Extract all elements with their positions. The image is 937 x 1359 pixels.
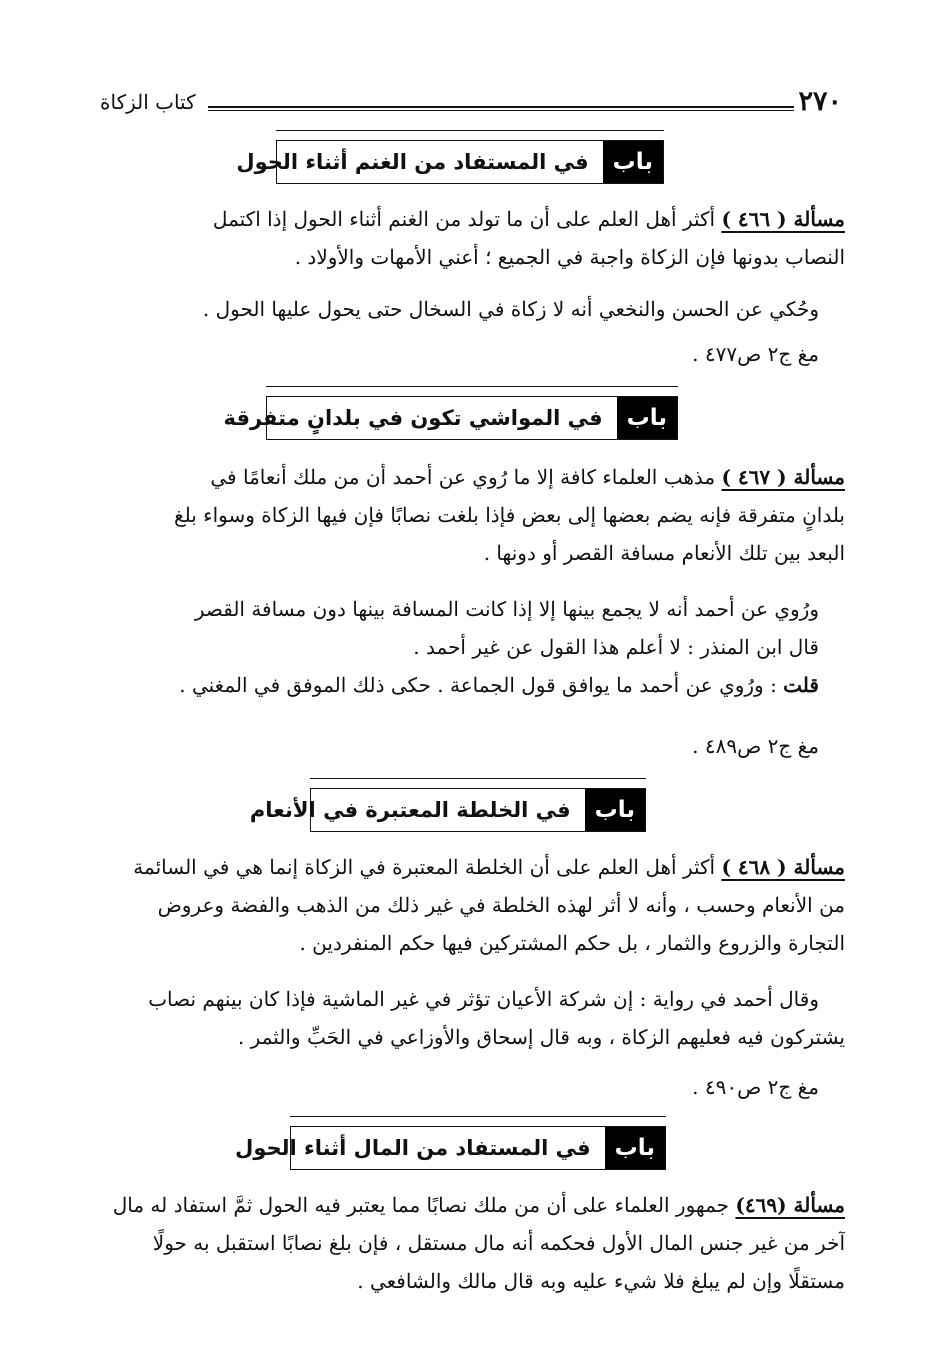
masala-paragraph: مسألة ( ٤٦٦ ) أكثر أهل العلم على أن ما تولد من الغنم أثناء الحول إذا اكتمل النصاب بدونها فإن الزكاة واجبة في الجميع ؛ أعني الأمهات والأولاد . [212, 207, 845, 269]
note-paragraph: وحُكي عن الحسن والنخعي أنه لا زكاة في السخال حتى يحول عليها الحول . [202, 297, 819, 321]
bab-label: باب [603, 141, 663, 183]
chapter-title: في المواشي تكون في بلدانٍ متفرقة [223, 406, 603, 430]
chapter-banner [0, 130, 937, 192]
source-reference: مغ ج٢ ص٤٩٠ . [692, 1075, 819, 1099]
masala-paragraph: مسألة ( ٤٦٨ ) أكثر أهل العلم على أن الخلطة المعتبرة في الزكاة إنما هي في السائمة من الأنعام وحسب ، وأنه لا أثر لهذه الخلطة في غير ذلك من الذهب والفضة وعروض التجارة والزروع والثمار ، بل حكم المشتركين فيها حكم المنفردين . [133, 855, 845, 955]
chapter-banner [0, 386, 937, 448]
chapter-banner [0, 778, 937, 840]
note-paragraph: وقال أحمد في رواية : إن شركة الأعيان تؤثر في غير الماشية فإذا كان بينهم نصاب يشتركون فيه فعليهم الزكاة ، وبه قال إسحاق والأوزاعي في الحَبِّ والثمر . [148, 987, 845, 1049]
masala-label: مسألة (٤٦٩) [735, 1193, 845, 1217]
source-reference: مغ ج٢ ص٤٨٩ . [692, 734, 819, 758]
book-title: كتاب الزكاة [100, 90, 196, 114]
masala-paragraph: مسألة (٤٦٩) جمهور العلماء على أن من ملك نصابًا مما يعتبر فيه الحول ثمَّ استفاد له مال آخر من غير جنس المال الأول فحكمه أنه مال مستقل ، فإن بلغ نصابًا استقبل به حولًا مستقلًا وإن لم يبلغ فلا شيء عليه وبه قال مالك والشافعي . [112, 1193, 845, 1293]
page-number: ٢٧٠ [798, 86, 842, 117]
masala-label: مسألة ( ٤٦٦ ) [721, 207, 845, 231]
bab-label: باب [585, 789, 645, 831]
masala-paragraph: مسألة ( ٤٦٧ ) مذهب العلماء كافة إلا ما رُوي عن أحمد أن من ملك أنعامًا في بلدانٍ متفرقة فإنه يضم بعضها إلى بعض فإذا بلغت نصابًا فإن فيها الزكاة وسواء بلغ البعد بين تلك الأنعام مسافة القصر أو دونها . [173, 465, 845, 565]
chapter-title: في المستفاد من المال أثناء الحول [235, 1136, 591, 1160]
chapter-banner [0, 1116, 937, 1178]
masala-label: مسألة ( ٤٦٧ ) [721, 465, 845, 489]
chapter-title: في المستفاد من الغنم أثناء الحول [236, 150, 589, 174]
note-paragraph: ورُوي عن أحمد أنه لا يجمع بينها إلا إذا كانت المسافة بينها دون مسافة القصر قال ابن المنذر : لا أعلم هذا القول عن غير أحمد . قلت : ورُوي عن أحمد ما يوافق قول الجماعة . حكى ذلك الموفق في المغني . [179, 597, 819, 697]
bab-label: باب [605, 1127, 665, 1169]
masala-label: مسألة ( ٤٦٨ ) [721, 855, 845, 879]
chapter-title: في الخلطة المعتبرة في الأنعام [249, 798, 571, 822]
source-reference: مغ ج٢ ص٤٧٧ . [692, 342, 819, 366]
qult-label: قلت [783, 673, 819, 697]
bab-label: باب [617, 397, 677, 439]
header-rule [208, 106, 794, 111]
running-header [100, 84, 842, 124]
